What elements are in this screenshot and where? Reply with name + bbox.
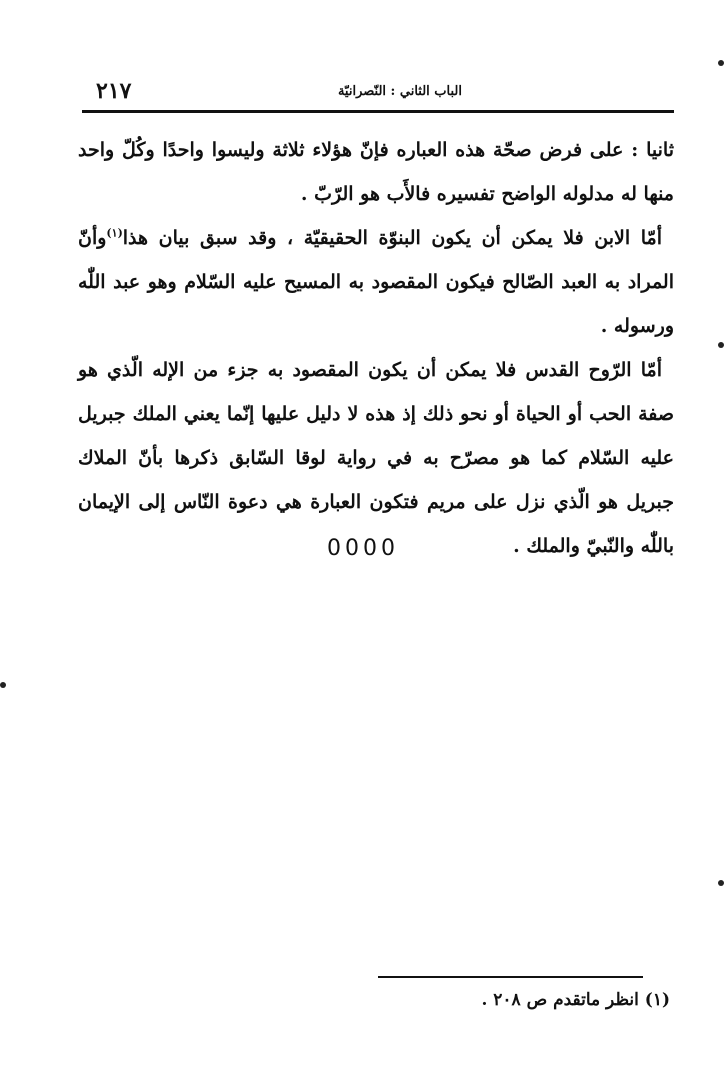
footnote-reference[interactable]: (١) (106, 226, 123, 240)
paragraph-text-before-note: أمّا الابن فلا يمكن أن يكون البنوّة الحقيقيّة ، وقد سبق بيان هذا (122, 227, 662, 249)
chapter-title: الباب الثاني : النّصرانيّة (337, 84, 462, 99)
footnote: (١) انظر ماتقدم ص ٢٠٨ . (481, 990, 670, 1010)
page-number: ٢١٧ (96, 78, 132, 104)
footnote-rule (378, 976, 643, 978)
paragraph-secondly (78, 128, 674, 216)
body-text (78, 128, 674, 568)
scan-edge-mark (718, 342, 724, 348)
paragraph-text-after-note: وأنّ المراد به العبد الصّالح فيكون المقصود به المسيح عليه السّلام وهو عبد اللّٰه ورسوله . (78, 227, 674, 337)
paragraph-text: على فرض صحّة هذه العباره فإنّ هؤلاء ثلاثة وليسوا واحدًا وكُلّ واحد منها له مدلوله الواضح تفسيره فالأَب هو الرّبّ . (78, 139, 674, 205)
scan-edge-mark (718, 880, 724, 886)
section-ornament: 0000 (327, 536, 399, 561)
running-head (82, 78, 672, 108)
scan-edge-mark (718, 60, 724, 66)
paragraph-lead: ثانيا : (631, 139, 674, 161)
paragraph-holy-spirit (78, 348, 674, 568)
paragraph-son (78, 216, 674, 348)
scan-edge-mark (0, 682, 6, 688)
paragraph-text: أمّا الرّوح القدس فلا يمكن أن يكون المقصود به جزء من الإله الّذي هو صفة الحب أو الحياة أو نحو ذلك إذ هذه لا دليل عليها إنّما يعني الملك جبريل عليه السّلام كما هو مصرّح به في رواية لوقا السّابق ذكرها بأنّ الملاك جبريل هو الّذي نزل على مريم فتكون العبارة هي دعوة النّاس إلى الإيمان باللّٰه والنّبيّ والملك . (78, 359, 674, 557)
header-rule (82, 110, 674, 113)
